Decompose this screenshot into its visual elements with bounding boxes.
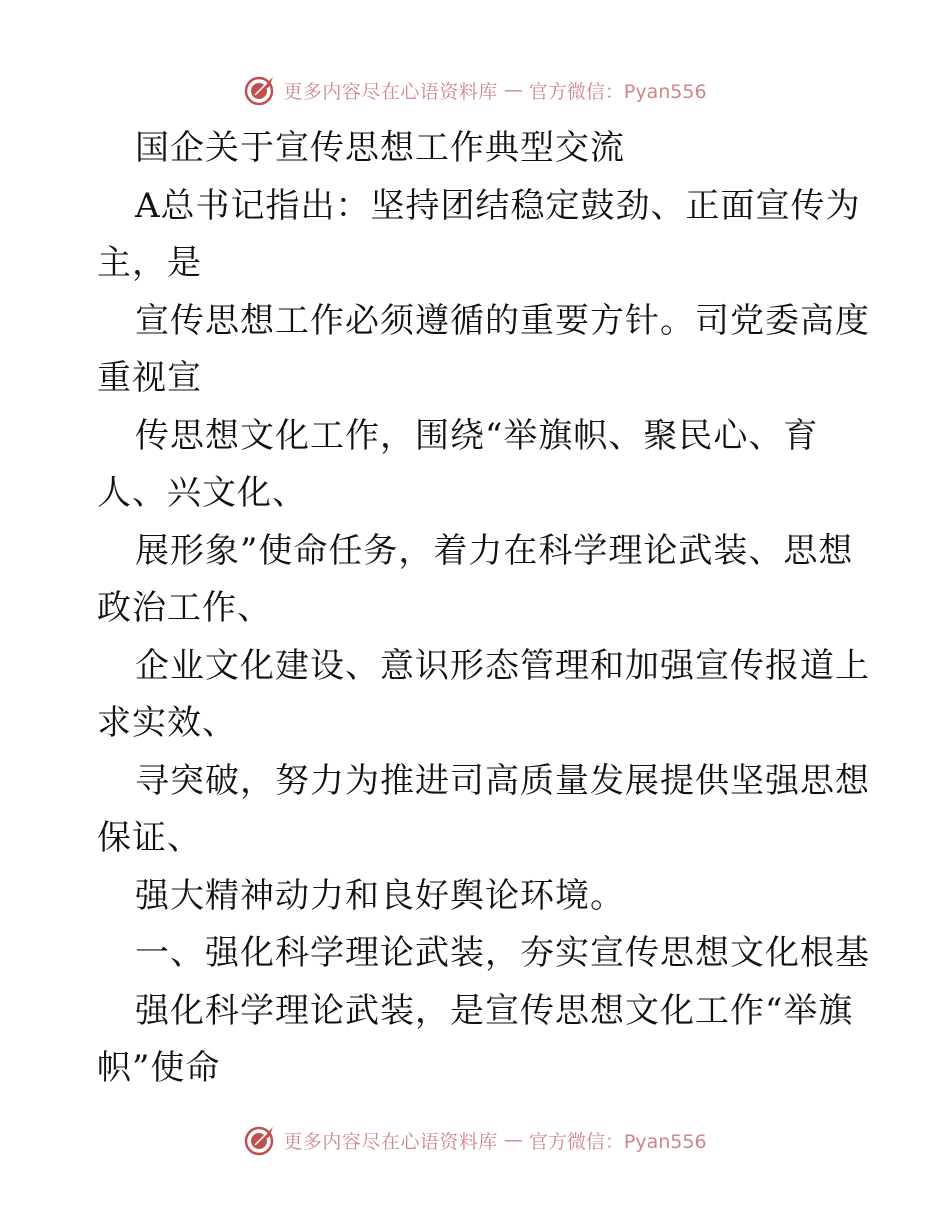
header-banner-separator: — [503,79,523,101]
paragraph-line: 帜”使命 [97,1048,221,1088]
feather-pen-seal-icon [243,73,277,107]
paragraph-line: 企业文化建设、意识形态管理和加强宣传报道上 [135,645,870,686]
paragraph-line: 传思想文化工作，围绕“举旗帜、聚民心、育 [135,415,819,456]
paragraph-line: 政治工作、 [97,588,272,628]
paragraph-line: 人、兴文化、 [97,473,307,513]
paragraph-line: 强大精神动力和良好舆论环境。 [135,875,625,916]
footer-banner [0,1120,950,1160]
header-banner-contact: 官方微信：Pyan556 [528,80,707,103]
footer-banner-text: 更多内容尽在心语资料库 [283,1130,498,1153]
paragraph-line: 宣传思想工作必须遵循的重要方针。司党委高度 [135,300,870,341]
paragraph-line: A总书记指出：坚持团结稳定鼓劲、正面宣传为 [135,185,861,226]
paragraph-line: 重视宣 [97,358,202,398]
header-banner-text: 更多内容尽在心语资料库 [283,80,498,103]
paragraph-line: 寻突破，努力为推进司高质量发展提供坚强思想 [135,760,870,801]
section-heading: 一、强化科学理论武装，夯实宣传思想文化根基 [135,933,870,973]
paragraph-line: 求实效、 [97,703,237,743]
document-body [97,120,870,1098]
feather-pen-seal-icon [243,1123,277,1157]
document-title: 国企关于宣传思想工作典型交流 [135,128,625,168]
footer-banner-contact: 官方微信：Pyan556 [528,1130,707,1153]
header-banner [0,70,950,110]
paragraph-line: 保证、 [97,818,202,858]
paragraph-line: 主，是 [97,243,202,283]
paragraph-line: 强化科学理论武装，是宣传思想文化工作“举旗 [135,990,854,1031]
footer-banner-separator: — [503,1129,523,1151]
paragraph-line: 展形象”使命任务，着力在科学理论武装、思想 [135,530,854,571]
